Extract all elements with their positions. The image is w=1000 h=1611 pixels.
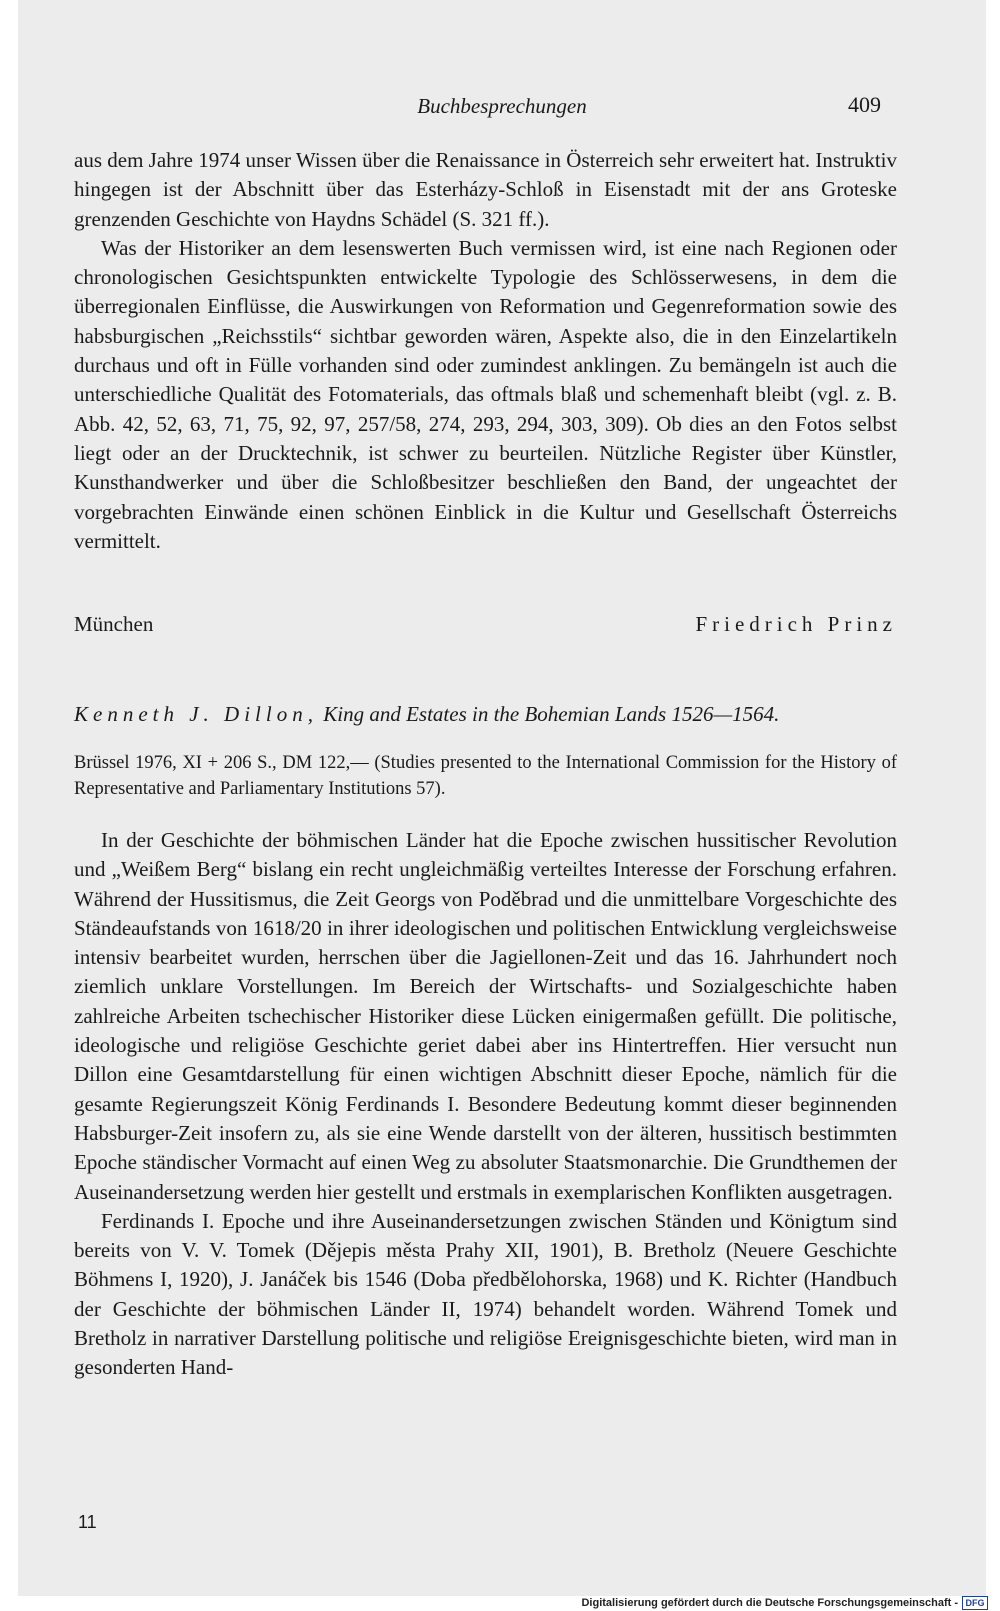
paragraph: Ferdinands I. Epoche und ihre Auseinandersetzungen zwischen Ständen und Königtum sind bereits von V. V. Tomek (Dějepis města Prahy XII, 1901), B. Bretholz (Neuere Geschichte Böhmens I, 1920), J. Janáček bis 1546 (Doba předbělohorska, 1968) und K. Richter (Handbuch der Geschichte der böhmischen Länder II, 1974) behandelt worden. Während Tomek und Bretholz in narrativer Darstellung politische und religiöse Ereignisgeschichte bieten, wird man in gesonderten Hand- [74, 1208, 897, 1380]
reviewer-place: München [74, 612, 154, 636]
running-head: Buchbesprechungen [417, 94, 587, 118]
footer-text: Digitalisierung gefördert durch die Deutsche Forschungsgemeinschaft - [581, 1597, 958, 1609]
dfg-logo-icon: DFG [962, 1596, 988, 1610]
review-1-signature [74, 612, 897, 637]
reviewer-name: Friedrich Prinz [695, 612, 897, 636]
signature-mark: 11 [78, 1512, 97, 1532]
scanned-page [18, 0, 986, 1596]
paragraph: aus dem Jahre 1974 unser Wissen über die Renaissance in Österreich sehr erweitert hat. Instruktiv hingegen ist der Abschnitt über das Esterházy-Schloß in Eisenstadt mit der ans Groteske grenzenden Geschichte von Haydns Schädel (S. 321 ff.). [74, 148, 897, 231]
review-2-heading [74, 702, 897, 727]
paragraph: In der Geschichte der böhmischen Länder hat die Epoche zwischen hussitischer Revolution und „Weißem Berg“ bislang ein recht ungleichmäßig verteiltes Interesse der Forschung erfahren. Während der Hussitismus, die Zeit Georgs von Poděbrad und die unmittelbare Vorgeschichte des Ständeaufstands von 1618/20 in ihrer ideologischen und politischen Entwicklung vergleichsweise intensiv bearbeitet wurden, herrschen über die Jagiellonen-Zeit und das 16. Jahrhundert noch ziemlich unklare Vorstellungen. Im Bereich der Wirtschafts- und Sozialgeschichte haben zahlreiche Arbeiten tschechischer Historiker diese Lücken einigermaßen gefüllt. Die politische, ideologische und religiöse Geschichte geriet dabei aber ins Hintertreffen. Hier versucht nun Dillon eine Gesamtdarstellung für einen wichtigen Abschnitt dieser Epoche, nämlich für die gesamte Regierungszeit König Ferdinands I. Besondere Bedeutung kommt dieser beginnenden Habsburger-Zeit insofern zu, als sie eine Wende darstellt von der älteren, hussitisch bestimmten Epoche ständischer Vormacht auf einen Weg zu absoluter Staatsmonarchie. Die Grundthemen der Auseinandersetzung werden hier gestellt und erstmals in exemplarischen Konflikten ausgetragen. [74, 828, 897, 1204]
page-number: 409 [848, 92, 881, 117]
review-1-body [74, 146, 897, 556]
bibliographic-info: Brüssel 1976, XI + 206 S., DM 122,— (Studies presented to the International Commission for the History of Representative and Parliamentary Institutions 57). [74, 753, 897, 799]
paragraph: Was der Historiker an dem lesenswerten Buch vermissen wird, ist eine nach Regionen oder chronologischen Gesichtspunkten entwickelte Typologie des Schlösserwesens, in dem die überregionalen Einflüsse, die Auswirkungen von Reformation und Gegenreformation sowie des habsburgischen „Reichsstils“ sichtbar geworden wären, Aspekte also, die in den Einzelartikeln durchaus und oft in Fülle vorhanden sind oder zumindest anklingen. Zu bemängeln ist auch die unterschiedliche Qualität des Fotomaterials, das oftmals blaß und schemenhaft bleibt (vgl. z. B. Abb. 42, 52, 63, 71, 75, 92, 97, 257/58, 274, 293, 294, 303, 309). Ob dies an den Fotos selbst liegt oder an der Drucktechnik, ist schwer zu beurteilen. Nützliche Register über Künstler, Kunsthandwerker und über die Schloßbesitzer beschließen den Band, der ungeachtet der vorgebrachten Einwände einen schönen Einblick in die Kultur und Gesellschaft Österreichs vermittelt. [74, 235, 897, 553]
digitization-footer [581, 1596, 988, 1610]
book-title: King and Estates in the Bohemian Lands 1526—1564. [323, 702, 780, 726]
book-author: Kenneth J. Dillon, [74, 702, 318, 726]
review-2-body [74, 826, 897, 1383]
